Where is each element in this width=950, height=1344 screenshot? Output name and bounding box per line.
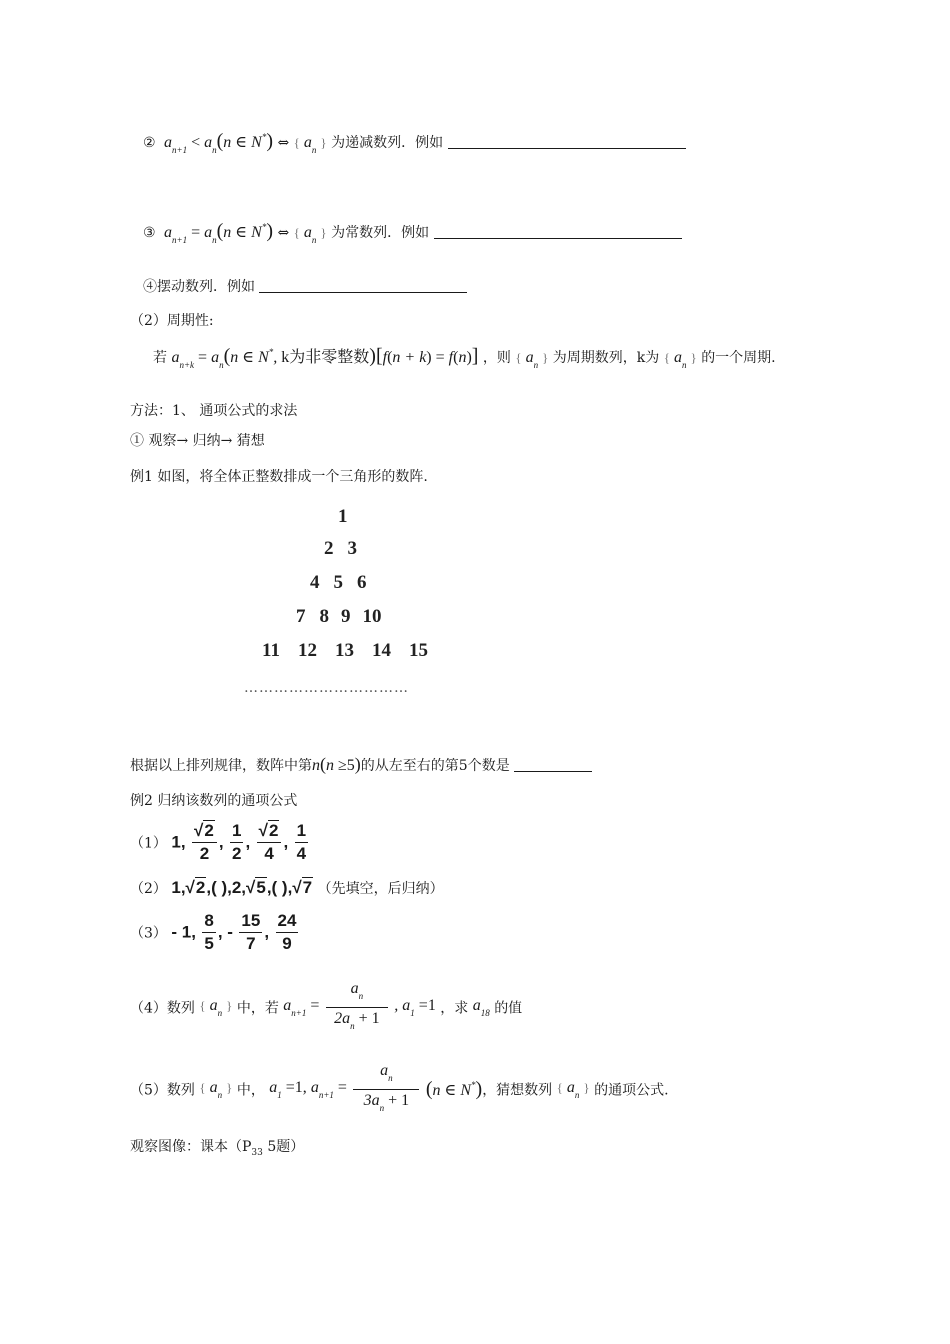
part-text: （4）数列 <box>130 1000 195 1017</box>
footer-text-a: 观察图像：课本（P <box>130 1139 252 1155</box>
part-text: 的值 <box>494 1000 523 1017</box>
part-label: （3） <box>130 925 167 942</box>
tri-num: 14 <box>371 640 391 661</box>
sequence-3: - 1, <box>171 922 196 942</box>
triangle-row-2 <box>324 538 357 560</box>
example2-part5: （5）数列 { $a_n$ } 中， $a_1 =1$, $a_{n+1}$ = $\frac{a_n}{3a_n + 1}$ (n ∈ N*)，猜想数列 { $a_n$ } 的通项公式. <box>130 1060 669 1119</box>
fraction: $\frac{15}{7}$ <box>241 911 261 953</box>
tri-num: 6 <box>357 572 367 593</box>
tri-num: 3 <box>347 538 357 559</box>
sequence-an: { $a_n$ } <box>663 349 697 370</box>
iff-symbol: ⇔ <box>277 135 290 151</box>
example2-part1: （1） 1, $\frac{√2}{2}$ , $\frac{1}{2}$ , $\frac{√2}{4}$ , $\frac{1}{4}$ <box>130 821 307 863</box>
ruo-text: 若 <box>153 350 167 366</box>
question-text-b: 的从左至右的第5个数是 <box>360 758 510 774</box>
item-text: 为递减数列．例如 <box>331 135 444 151</box>
triangle-row-4 <box>296 606 382 628</box>
method-sub: ① 观察→ 归纳→ 猜想 <box>130 433 265 449</box>
tri-num: 4 <box>310 572 320 593</box>
fraction: $\frac{8}{5}$ <box>204 911 214 953</box>
part-label: （1） <box>130 835 167 852</box>
part-text: 的通项公式. <box>594 1082 669 1099</box>
example1-text: 例1 如图，将全体正整数排成一个三角形的数阵. <box>130 469 428 485</box>
tri-num: 1 <box>338 506 348 527</box>
sequence-an: { $a_n$ } <box>293 134 327 155</box>
periodic-definition <box>153 344 776 370</box>
a18: $a_{18}$ <box>472 997 490 1018</box>
answer-blank[interactable] <box>448 148 686 149</box>
answer-blank[interactable] <box>434 238 682 239</box>
triangle-row-3 <box>310 572 367 594</box>
fraction: $\frac{1}{2}$ <box>232 821 242 863</box>
example2-heading: 例2 归纳该数列的通项公式 <box>130 793 298 809</box>
triangle-row-1 <box>338 506 348 528</box>
tri-num: 8 <box>319 606 329 627</box>
tri-num: 12 <box>297 640 317 661</box>
item-decreasing <box>143 130 686 155</box>
method-heading: 方法：1、 通项公式的求法 <box>130 403 298 419</box>
formula-periodic: $a_{n+k} = a_n(n$ ∈ N*, k为非零整数)[f(n + k) = f(n)] <box>171 345 479 370</box>
example2-part3: （3） - 1, $\frac{8}{5}$ , - $\frac{15}{7}$ , $\frac{24}{9}$ <box>130 911 297 953</box>
iff-symbol: ⇔ <box>277 225 290 241</box>
fraction: $\frac{1}{4}$ <box>296 821 307 863</box>
tri-num: 11 <box>262 640 280 661</box>
sequence-an: { $a_n$ } <box>199 1079 233 1100</box>
sequence-an: { $a_n$ } <box>515 349 549 370</box>
answer-blank[interactable] <box>514 771 592 772</box>
tri-num: 2 <box>324 538 334 559</box>
answer-blank[interactable] <box>259 292 467 293</box>
periodic-heading: （2）周期性: <box>130 313 214 329</box>
tri-num: 13 <box>334 640 354 661</box>
sequence-an: { $a_n$ } <box>293 224 327 245</box>
example2-part4: （4）数列 { $a_n$ } 中，若 $a_{n+1}$ = $\frac{a_n}{2a_n + 1}$ , $a_1 =1$ ，求 $a_{18}$ 的值 <box>130 978 522 1037</box>
recurrence-5: $a_1 =1$, $a_{n+1}$ = <box>269 1079 347 1100</box>
item-text: 为常数列．例如 <box>331 225 430 241</box>
part-text: （5）数列 <box>130 1082 195 1099</box>
observe-graph-note <box>130 1136 304 1158</box>
fraction: $\frac{√2}{4}$ <box>257 820 282 865</box>
tri-num: 10 <box>362 606 382 627</box>
question-text-a: 根据以上排列规律，数阵中第 <box>130 758 312 774</box>
sequence-2: 1,√2,( ),2,√5,( ),√7 <box>171 878 313 897</box>
tri-num: 15 <box>408 640 428 661</box>
sequence-an: { $a_n$ } <box>556 1079 590 1100</box>
formula-n-ge-5: n(n ≥5) <box>312 754 361 774</box>
footer-text-b: 5题） <box>262 1139 305 1155</box>
fraction: $\frac{a_n}{3a_n + 1}$ <box>353 1060 419 1119</box>
periodic-text1: 为周期数列，k为 <box>552 350 660 366</box>
part-text: ，猜想数列 <box>482 1082 553 1099</box>
tri-num: 5 <box>333 572 343 593</box>
footer-page: 33 <box>251 1147 263 1158</box>
k-nonzero: k为非零整数 <box>281 349 370 366</box>
recurrence-4: $a_{n+1}$ = <box>283 997 320 1018</box>
part-text: ，求 <box>440 1000 469 1017</box>
fraction: $\frac{√2}{2}$ <box>192 820 217 865</box>
sequence-an: { $a_n$ } <box>199 997 233 1018</box>
part-text: 中，若 <box>236 1000 279 1017</box>
periodic-text2: 的一个周期. <box>701 350 776 366</box>
part-text: 中， <box>236 1082 265 1099</box>
example2-part2 <box>130 878 444 898</box>
item-constant <box>143 220 682 245</box>
example1-question <box>130 754 592 775</box>
triangle-row-5 <box>262 640 428 662</box>
sequence-1: 1, <box>171 832 186 852</box>
fraction: $\frac{a_n}{2a_n + 1}$ <box>326 978 388 1037</box>
item-marker: ③ <box>143 225 156 241</box>
then-text: ，则 <box>482 350 511 366</box>
tri-num: 9 <box>341 606 351 627</box>
item-marker: ② <box>143 135 156 151</box>
item-text: ④摆动数列．例如 <box>143 279 255 295</box>
triangle-continuation-dots: …………………………… <box>244 680 409 696</box>
part-label: （2） <box>130 881 167 897</box>
formula-constant: $a_{n+1} = a_n(n$ ∈ N*) <box>164 220 273 245</box>
tri-num: 7 <box>296 606 306 627</box>
fraction: $\frac{24}{9}$ <box>277 911 297 953</box>
formula-decreasing: $a_{n+1} < a_n(n$ ∈ N*) <box>164 130 273 155</box>
part2-note: （先填空，后归纳） <box>317 881 444 897</box>
item-oscillating <box>143 276 467 296</box>
